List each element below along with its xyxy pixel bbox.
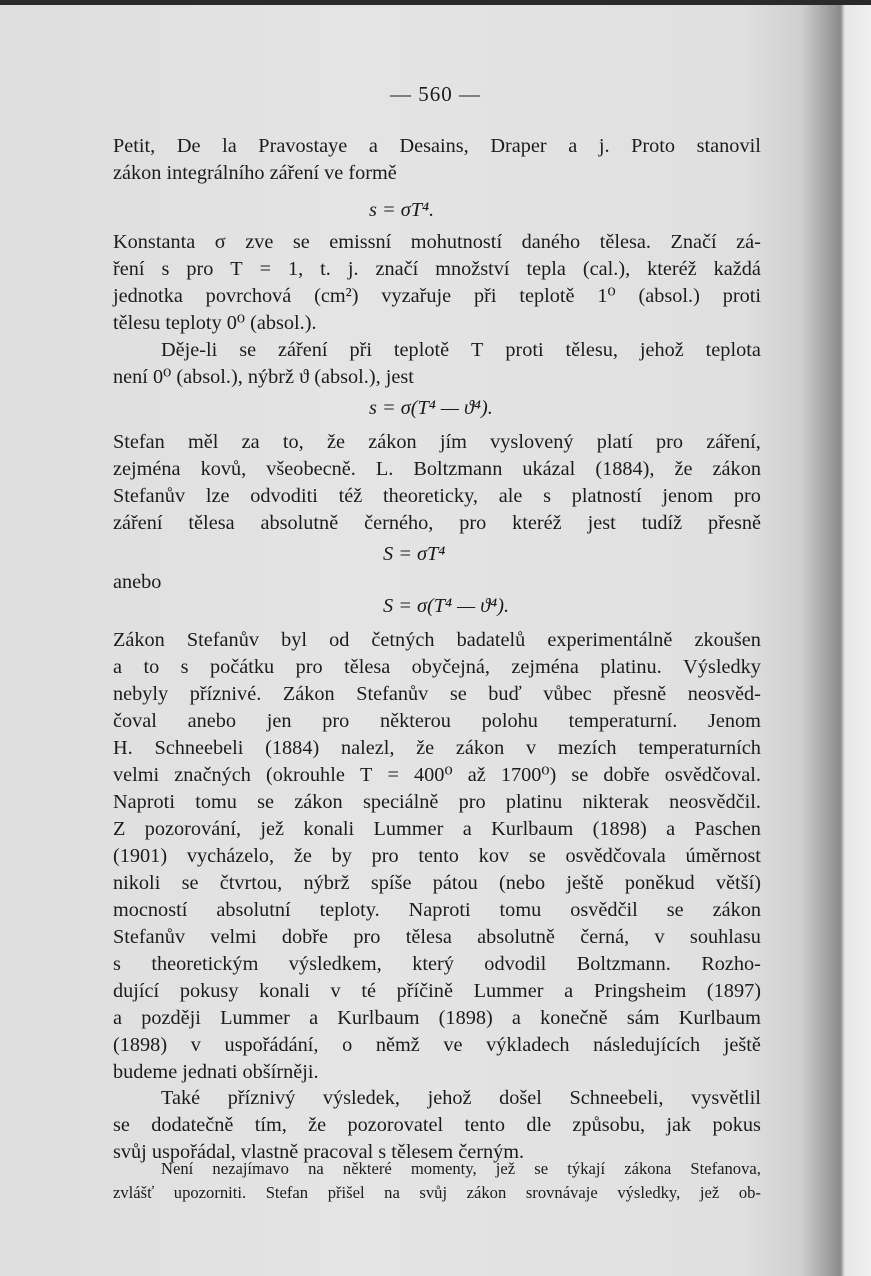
text-line: H. Schneebeli (1884) nalezl, že zákon v mezích temperaturních: [113, 737, 761, 759]
text-line: ření s pro T = 1, t. j. značí množství tepla (cal.), kteréž každá: [113, 258, 761, 280]
text-line: se dodatečně tím, že pozorovatel tento dle způsobu, jak pokus: [113, 1114, 761, 1136]
formula-blackbody-difference: S = σ(T⁴ — ϑ⁴).: [383, 595, 510, 617]
text-line: a to s počátku pro tělesa obyčejná, zejména platinu. Výsledky: [113, 656, 761, 678]
text-line: zejména kovů, všeobecně. L. Boltzmann ukázal (1884), že zákon: [113, 458, 761, 480]
text-line: nebyly příznivé. Zákon Stefanův se buď vůbec přesně neosvěd-: [113, 683, 761, 705]
text-line: Naproti tomu se zákon speciálně pro platinu nikterak neosvědčil.: [113, 791, 761, 813]
text-line: svůj uspořádal, vlastně pracoval s tělesem černým.: [113, 1141, 525, 1163]
small-print-paragraph: [113, 1157, 761, 1205]
paragraph-6: [113, 1085, 761, 1166]
text-line: tělesu teploty 0⁰ (absol.).: [113, 312, 317, 334]
text-line: záření tělesa absolutně černého, pro kteréž jest tudíž přesně: [113, 512, 761, 534]
text-line: Zákon Stefanův byl od četných badatelů experimentálně zkoušen: [113, 629, 761, 651]
text-line: jednotka povrchová (cm²) vyzařuje při teplotě 1⁰ (absol.) proti: [113, 285, 761, 307]
text-line: a později Lummer a Kurlbaum (1898) a konečně sám Kurlbaum: [113, 1007, 761, 1029]
text-line: Stefan měl za to, že zákon jím vyslovený platí pro záření,: [113, 431, 761, 453]
text-line: zákon integrálního záření ve formě: [113, 162, 397, 184]
text-line: (1898) v uspořádání, o němž ve výkladech následujících ještě: [113, 1034, 761, 1056]
text-line: Z pozorování, jež konali Lummer a Kurlbaum (1898) a Paschen: [113, 818, 761, 840]
text-line: Není nezajímavo na některé momenty, jež se týkají zákona Stefanova,: [161, 1159, 761, 1178]
text-line: dující pokusy konali v té příčině Lummer a Pringsheim (1897): [113, 980, 761, 1002]
text-line: budeme jednati obšírněji.: [113, 1061, 319, 1083]
formula-stefan-law-difference: s = σ(T⁴ — ϑ⁴).: [369, 397, 493, 419]
paragraph-5: [113, 627, 761, 1086]
paragraph-3: [113, 337, 761, 391]
text-line: čoval anebo jen pro některou polohu temperaturní. Jenom: [113, 710, 761, 732]
text-line: s theoretickým výsledkem, který odvodil Boltzmann. Rozho-: [113, 953, 761, 975]
formula-blackbody: S = σT⁴: [383, 543, 446, 565]
text-line: (1901) vycházelo, že by pro tento kov se osvědčovala úměrnost: [113, 845, 761, 867]
text-line: Stefanův velmi dobře pro tělesa absolutně černá, v souhlasu: [113, 926, 761, 948]
text-line: není 0⁰ (absol.), nýbrž ϑ (absol.), jest: [113, 366, 414, 388]
page-number: — 560 —: [390, 82, 481, 106]
paragraph-2: [113, 229, 761, 337]
text-line: velmi značných (okrouhle T = 400⁰ až 1700⁰) se dobře osvědčoval.: [113, 764, 761, 786]
text-line: Také příznivý výsledek, jehož došel Schneebeli, vysvětlil: [161, 1087, 761, 1109]
text-line: zvlášť upozorniti. Stefan přišel na svůj zákon srovnávaje výsledky, jež ob-: [113, 1183, 761, 1202]
text-line: Děje-li se záření při teplotě T proti tělesu, jehož teplota: [161, 339, 761, 361]
formula-stefan-law: s = σT⁴.: [369, 199, 435, 221]
text-line: mocností absolutní teploty. Naproti tomu osvědčil se zákon: [113, 899, 761, 921]
text-line: nikoli se čtvrtou, nýbrž spíše pátou (nebo ještě poněkud větší): [113, 872, 761, 894]
text-line: Konstanta σ zve se emissní mohutností daného tělesa. Značí zá-: [113, 231, 761, 253]
paragraph-1: [113, 133, 761, 187]
text-line: Stefanův lze odvoditi též theoreticky, ale s platností jenom pro: [113, 485, 761, 507]
text-line: Petit, De la Pravostaye a Desains, Draper a j. Proto stanovil: [113, 135, 761, 157]
paragraph-4: [113, 429, 761, 537]
anebo-label: anebo: [113, 571, 162, 593]
scan-edge: [0, 0, 871, 5]
